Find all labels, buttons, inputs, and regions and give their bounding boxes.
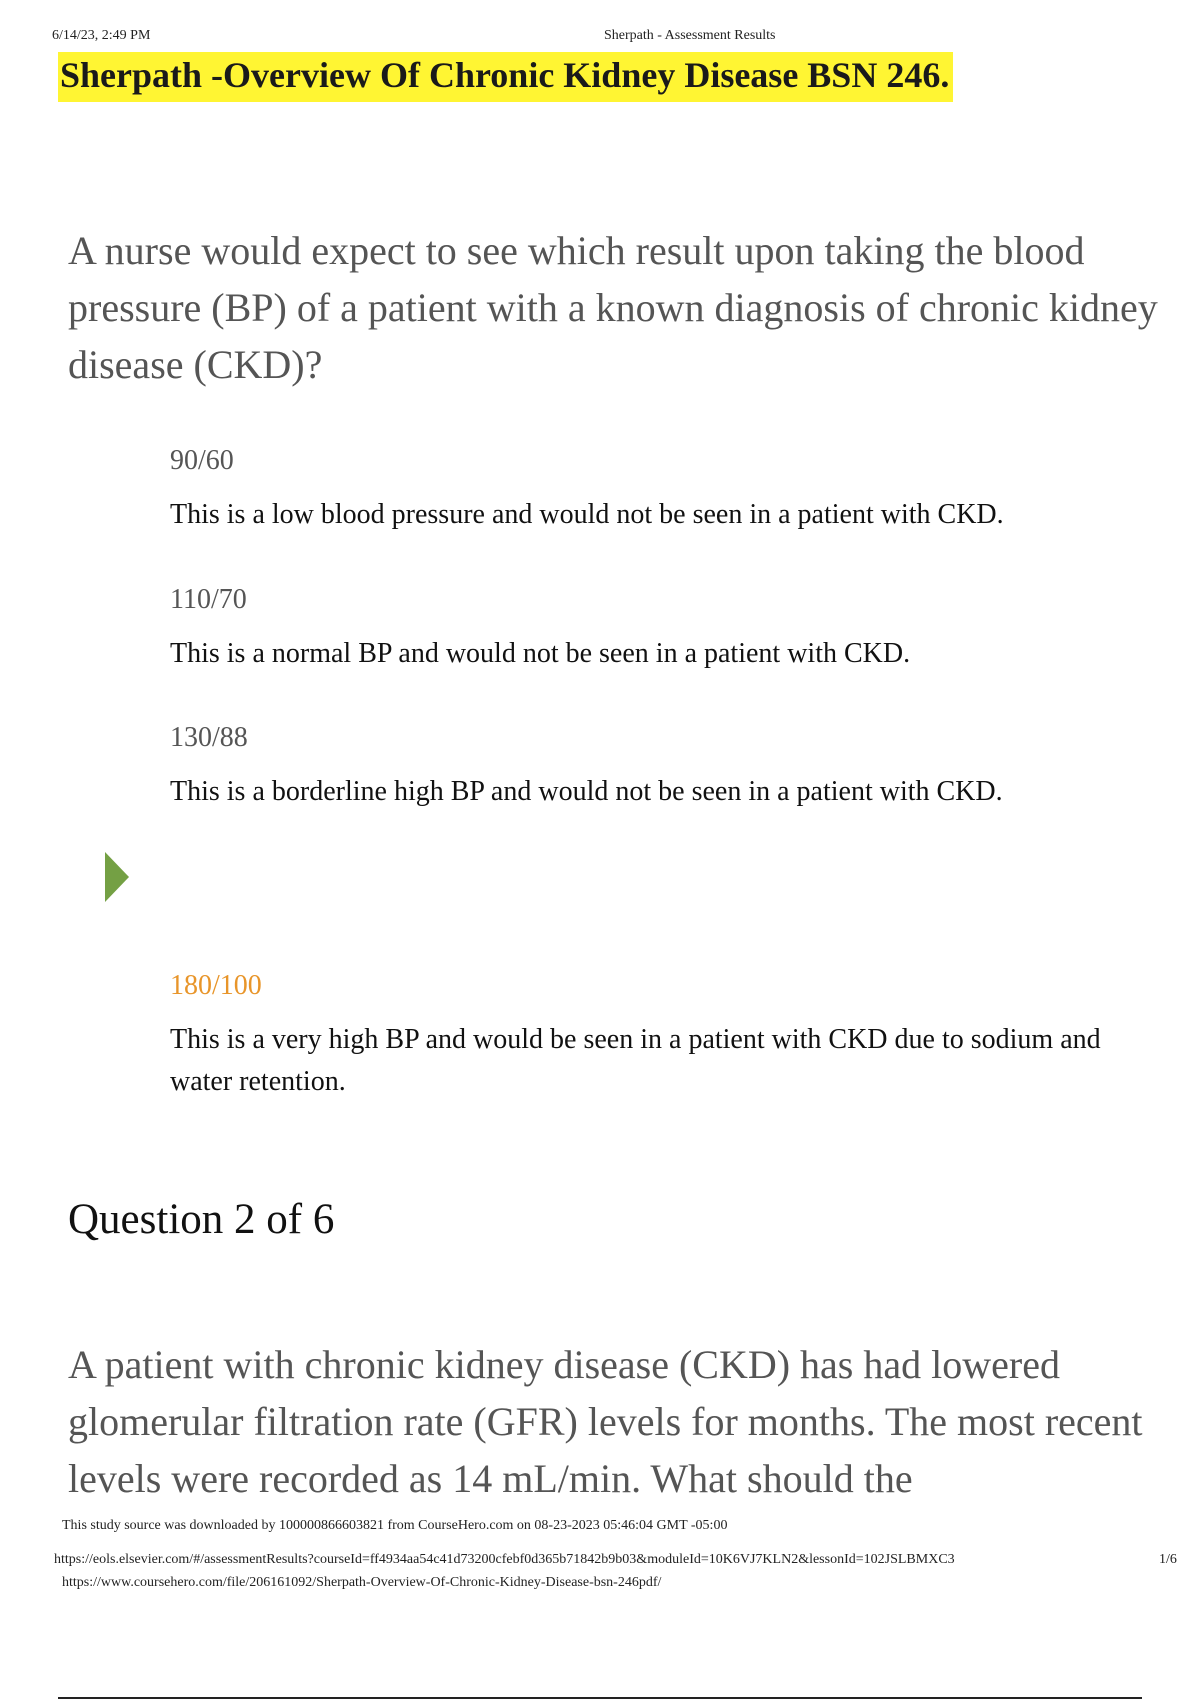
page-url: https://eols.elsevier.com/#/assessmentResults?courseId=ff4934aa54c41d73200cfebf0d365b71842b9b03&moduleId=10K6VJ7KLN2&lessonId=102JSLBMXC3: [54, 1552, 955, 1567]
page-number: 1/6: [1159, 1552, 1177, 1567]
divider: [58, 1697, 1142, 1699]
option-value: 90/60: [170, 445, 234, 476]
question-1-text: A nurse would expect to see which result upon taking the blood pressure (BP) of a patient with a known diagnosis of chronic kidney disease (CKD)?: [68, 228, 1158, 387]
option-rationale: This is a normal BP and would not be seen in a patient with CKD.: [170, 638, 911, 669]
print-date: 6/14/23, 2:49 PM: [52, 28, 151, 43]
option-value: 180/100: [170, 970, 262, 1001]
coursehero-url: https://www.coursehero.com/file/206161092/Sherpath-Overview-Of-Chronic-Kidney-Disease-bsn-246pdf/: [62, 1575, 662, 1590]
option-rationale: This is a very high BP and would be seen in a patient with CKD due to sodium and water retention.: [170, 1024, 1101, 1097]
print-page-title: Sherpath - Assessment Results: [604, 28, 776, 43]
question-2-text: A patient with chronic kidney disease (CKD) has had lowered glomerular filtration rate (GFR) levels for months. The most recent levels were recorded as 14 mL/min. What should the: [68, 1342, 1143, 1501]
source-note: This study source was downloaded by 100000866603821 from CourseHero.com on 08-23-2023 05:46:04 GMT -05:00: [62, 1518, 728, 1533]
option-rationale: This is a low blood pressure and would not be seen in a patient with CKD.: [170, 499, 1004, 530]
option-value: 110/70: [170, 584, 247, 615]
document-title: Sherpath -Overview Of Chronic Kidney Disease BSN 246.: [58, 52, 953, 102]
answer-option[interactable]: [170, 721, 1150, 813]
question-2-heading: Question 2 of 6: [68, 1196, 335, 1243]
answer-option-selected[interactable]: [170, 969, 1150, 1103]
option-value: 130/88: [170, 722, 248, 753]
answer-option[interactable]: [170, 583, 1150, 675]
triangle-right-icon: [105, 852, 129, 902]
option-rationale: This is a borderline high BP and would not be seen in a patient with CKD.: [170, 776, 1003, 807]
answer-option[interactable]: [170, 444, 1150, 536]
